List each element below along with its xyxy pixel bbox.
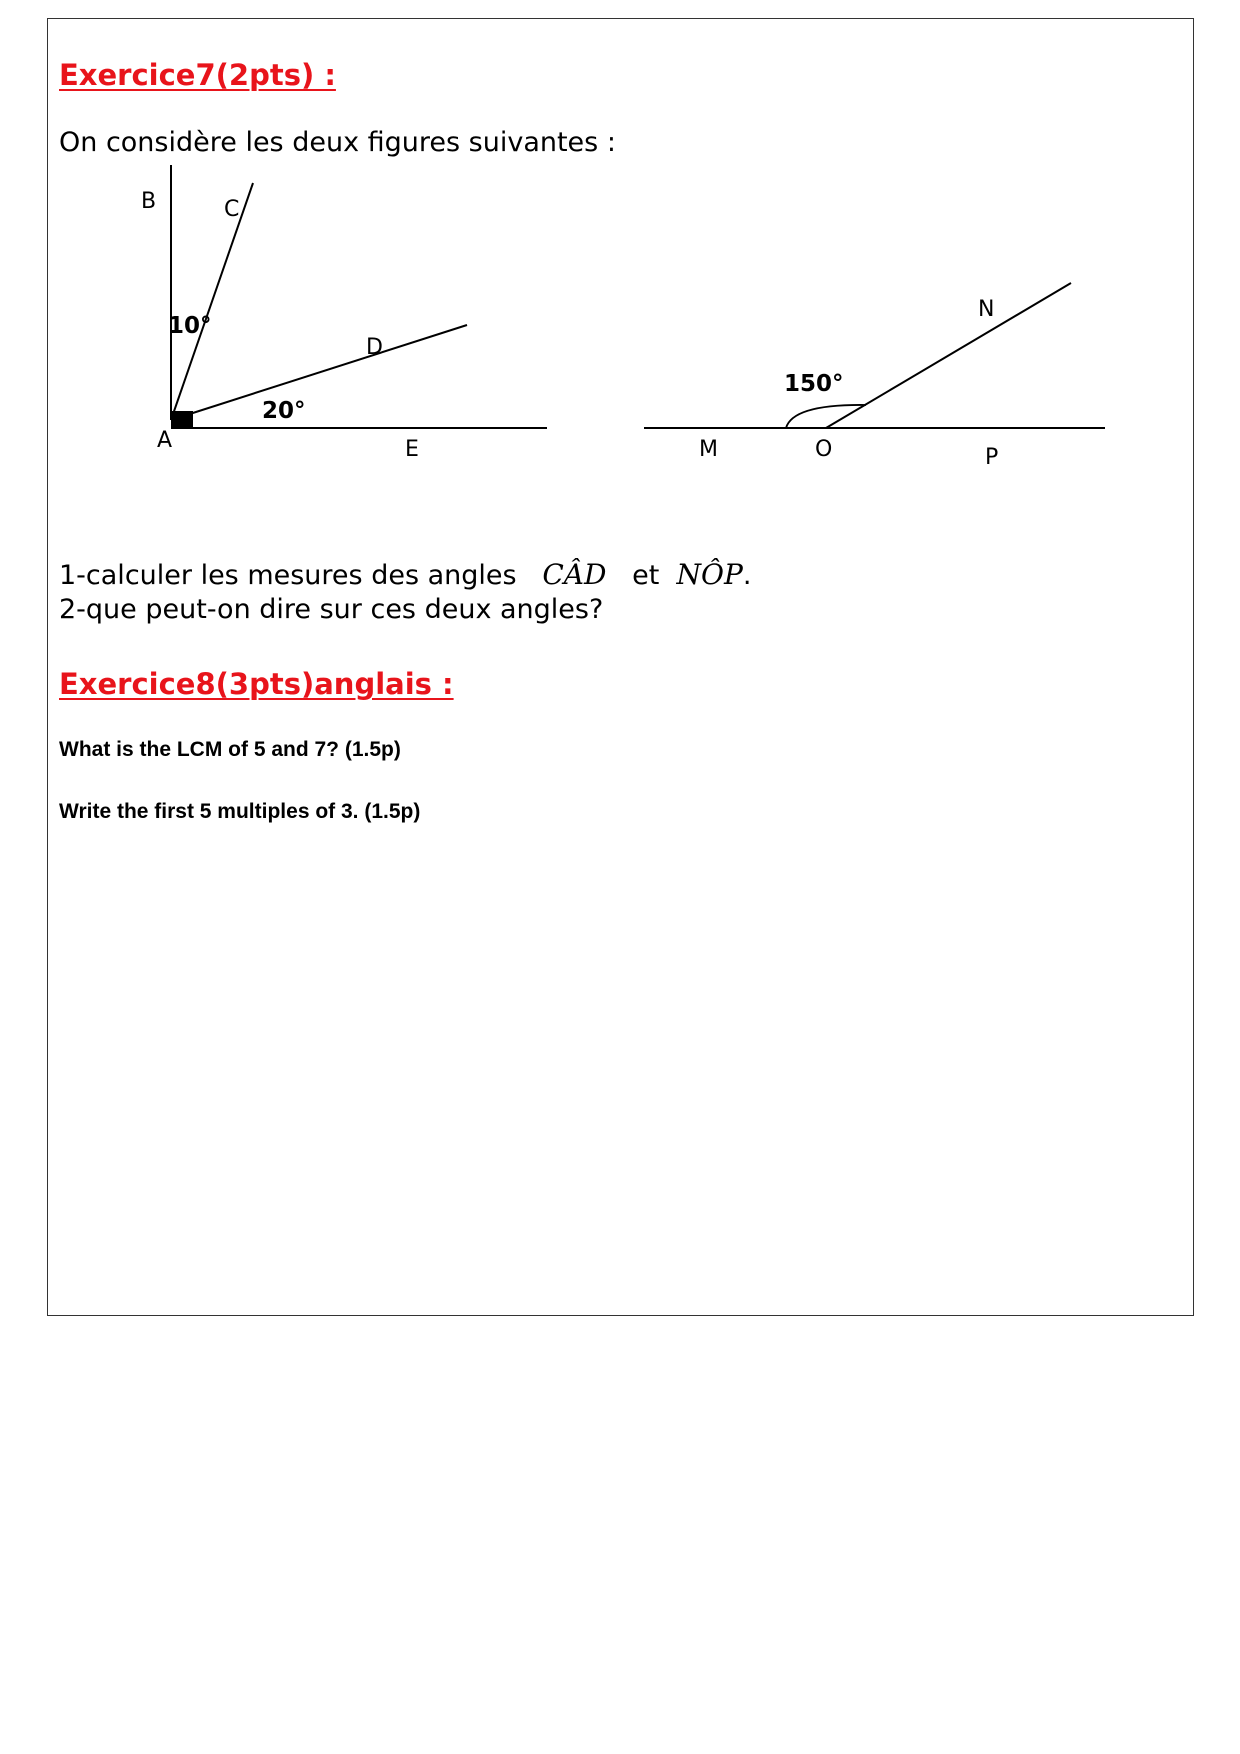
exercise7-title: Exercice7(2pts) : bbox=[59, 58, 336, 92]
exercise8-question-2: Write the first 5 multiples of 3. (1.5p) bbox=[59, 800, 421, 823]
label-B: B bbox=[141, 189, 157, 214]
angle-arc-150 bbox=[786, 405, 866, 428]
label-A: A bbox=[157, 428, 173, 453]
ray-AD bbox=[171, 325, 467, 420]
figure-2 bbox=[644, 283, 1105, 470]
ray-ON bbox=[826, 283, 1071, 428]
angle-label-150: 150° bbox=[784, 371, 844, 397]
label-O: O bbox=[815, 437, 833, 462]
label-E: E bbox=[405, 437, 419, 462]
label-C: C bbox=[224, 197, 240, 222]
q1-end: . bbox=[742, 560, 752, 591]
exercise8-question-1: What is the LCM of 5 and 7? (1.5p) bbox=[59, 738, 401, 761]
exercise7-question-1 bbox=[59, 558, 751, 591]
angle-label-20: 20° bbox=[262, 398, 306, 424]
figure-1 bbox=[141, 165, 547, 462]
exercise7-intro: On considère les deux figures suivantes : bbox=[59, 127, 616, 158]
angle-CAD: CÂD bbox=[542, 558, 607, 591]
angle-NOP: NÔP bbox=[676, 558, 743, 591]
angle-label-10: 10° bbox=[168, 313, 212, 339]
q1-and: et bbox=[632, 560, 660, 591]
label-M: M bbox=[699, 437, 718, 462]
ray-AC bbox=[171, 183, 253, 420]
exercise8-title: Exercice8(3pts)anglais : bbox=[59, 667, 454, 701]
q1-text: 1-calculer les mesures des angles bbox=[59, 560, 517, 591]
exercise7-question-2: 2-que peut-on dire sur ces deux angles? bbox=[59, 594, 604, 625]
label-N: N bbox=[978, 297, 995, 322]
label-D: D bbox=[366, 335, 383, 360]
label-P: P bbox=[985, 445, 999, 470]
right-angle-marker bbox=[171, 411, 193, 428]
